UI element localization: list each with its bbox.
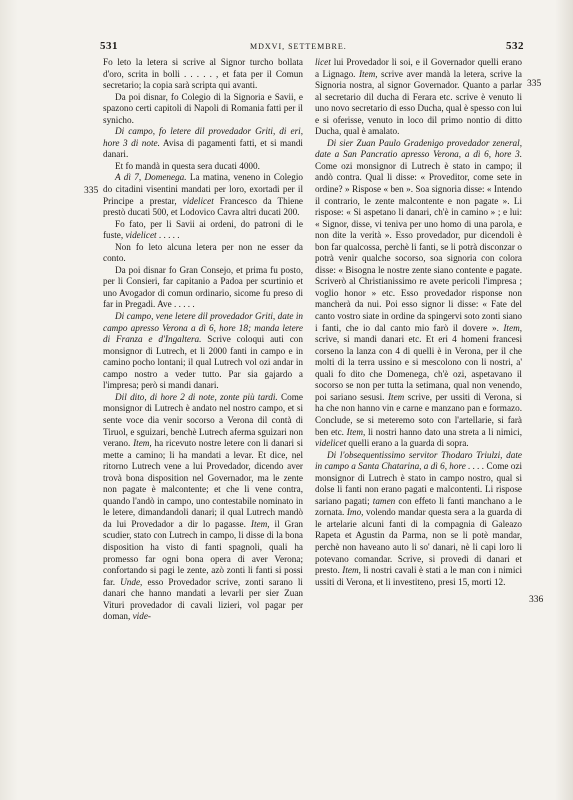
text-span: Scrive coloqui auti con monsignor di Lutrech, et li 2000 fanti in campo e in camino pocho lontani; il qual Lutrech vol ozi andar in campo nostro a veder tutto. Par sia gajardo a l'impresa; però si mandi danari.	[103, 334, 303, 391]
text-span: quelli erano a la guarda di sopra.	[346, 438, 469, 449]
text-span: Come ozi monsignor di Lutrech è stato in campo; il andò contra. Qual li disse: « Proveditor, come sete in ordine? » Rispose « ben ». Soa signoria disse: « Intendo il contrario, le zente malcontente e non pagate ». Li rispose: « Si aspetano li danari, ch'è in camino » ; e lui: « Signor, disse, vi teniva per uno homo di una parola, e non dite la verità ». Esso provedador, pur dicendoli è bon far qualcossa, perchè li fanti, se li potrà disconzar o potrà venir qualche socorso, soa signoria con colora disse: « Bisogna le nostre zente siano contente e pagate. Scriverò al Christianissimo re avete pericoli l'impresa ; voglio honor » etc. Esso provedador risponse non mancherà da nui. Poi esso signor li disse: « Fate del canto vostro siate in ordine da spingervi soto zonti siano i fanti, che io dal canto mio farò il dovere ».	[315, 160, 522, 333]
text-span: scrive, si mandi danari etc. Et eri 4 homeni francesi corseno la lanza con 4 di quelli è in Verona, per il che molti di la terra ussino e si mescolono con li nostri, a' quali fo dito che Domenega, ch'è ozi, aspetavano il socorso se non per tutta la setimana, qual non venendo, poi sariano sesusi.	[315, 334, 522, 402]
italic-span: Di campo, fo letere dil provedador Griti, di eri, hore 3 di note.	[103, 126, 303, 148]
paragraph	[103, 311, 303, 392]
paragraph: Da poi disnar, fo Colegio di la Signoria e Savii, e spazono certi capitoli di Napoli di Romania fatti per il synicho.	[103, 91, 303, 125]
paragraph: Et fo mandà in questa sera ducati 4000.	[115, 160, 260, 171]
text-span: Avisa di pagamenti fatti, et si mandi danari.	[103, 137, 303, 160]
italic-span: Di sier Zuan Paulo Gradenigo provedador zeneral, date a San Pancratio apresso Verona, a dì 6, hore 3.	[315, 137, 522, 160]
italic-span: tamen	[372, 495, 396, 506]
text-span: scrive aver mandà la letera, scrive la Signoria nostra, al signor Governador. Quanto a parlar al secretario dil ducha di Ferara etc. scrive è venuto li uno novo secretario di esso Ducha, qual è spesso con lui e si oferisse, venuto in loco dil primo nontio di ditto Ducha, qual è amalato.	[315, 68, 522, 137]
text-span: La matina, veneno in Colegio do citadini visentini mandati per loro, exortadi per il Principe a prestar,	[103, 172, 303, 206]
text-span: lui Provedador li soi, e il Governador quelli erano a Lignago.	[315, 57, 522, 79]
text-span: Come ozi monsignor di Lutrech è stato in campo nostro, qual si dolse li fanti non erano pagati e malcontenti. Li rispose sariano pagati;	[315, 461, 522, 506]
page-number-right: 532	[506, 40, 524, 52]
text-span: Fo fato, per li Savii ai ordeni, do patroni di le fuste,	[103, 218, 303, 241]
italic-span: Item,	[250, 518, 270, 529]
margin-number-right-bottom: 336	[529, 595, 544, 605]
text-span: esso Provedador scrive, zonti sarano li danari che hanno mandati a levarli per sier Zuan Vituri provedador di cavali lizieri, vol pagar per doman,	[103, 576, 303, 622]
italic-span: Item,	[342, 565, 361, 576]
page-header	[100, 40, 524, 56]
paragraph: Non fo leto alcuna letera per non ne esser da conto.	[103, 241, 303, 264]
italic-span: Imo,	[346, 507, 364, 518]
text-span: il Gran scudier, stato con Lutrech in campo, li disse di la bona disposition ha visto di fanti spagnoli, quali ha promesso far ogni bona opera di aver Verona; confortando si pagi le zente, azò zonti li fanti si possi far.	[103, 518, 303, 587]
italic-span: Di campo, vene letere dil provedador Griti, date in campo apresso Verona a dì 6, hore 18; manda letere di Franza e d'Ingaltera.	[103, 311, 303, 345]
italic-span: videlicet	[315, 438, 347, 449]
italic-span: A dì 7, Domenega.	[115, 172, 187, 183]
margin-number-right-top: 335	[527, 79, 542, 89]
page-number-left: 531	[100, 40, 118, 52]
italic-span: licet	[315, 57, 331, 67]
right-column	[315, 57, 522, 588]
italic-span: Item,	[346, 426, 366, 437]
paragraph: Da poi disnar fo Gran Consejo, et prima fu posto, per li Consieri, far capitanio a Padoa per scurtinio et uno Avogador di comun ordinario, sicome fu preso di far in Pregadi. Ave . . . . .	[103, 264, 303, 310]
italic-span: Dil dito, di hore 2 di note, zonte più tardi.	[115, 391, 278, 402]
paragraph	[315, 138, 522, 450]
paragraph	[315, 450, 522, 589]
italic-span: Di l'obsequentissimo servitor Thodaro Triulzi, date in campo a Santa Chatarina, a dì 6, hore . . . .	[315, 449, 522, 472]
text-span: . . . . .	[156, 230, 180, 241]
text-span: con effeto li fanti manchano a le zornata.	[315, 495, 522, 518]
running-title: MDXVI, SETTEMBRE.	[250, 42, 347, 51]
paragraph	[103, 126, 303, 161]
margin-number-left: 335	[84, 186, 99, 196]
text-span: scrive, per ussiti di Verona, si ha che non hanno vin e carne e manzano pan e formazo. Conclude, se si meteremo soto con l'artellarie, si farà ben etc.	[315, 391, 522, 437]
left-column	[103, 57, 303, 623]
text-span: li nostri hanno dato una streta a li nimici,	[365, 426, 522, 437]
italic-span: videlicet	[182, 195, 214, 206]
paragraph	[103, 219, 303, 242]
italic-span: Item	[387, 391, 405, 402]
text-span: ha ricevuto nostre letere con li danari si mette a camino; li ha mandati a levar. Et dice, nel ritorno Lutrech vene a lui Provedador, dicendo aver trovà bona disposition nel Governador, ma le zente non pagate è malcontente; et che li vene contra, quando l'andò in campo, uno contestabile nominato in le letere, dimandandoli danari; il qual Lutrech mandò da lui Provedador a dir lo pagasse.	[103, 438, 304, 529]
italic-span: videlicet	[125, 230, 157, 241]
paragraph	[103, 172, 303, 218]
text-span: li nostri cavali è stati a le man con i nimici ussiti di Verona, et li investiteno, presi 15, morti 12.	[315, 565, 522, 587]
paragraph: Fo leto la letera si scrive al Signor turcho bollata d'oro, scrita in bolli . . . . . , et fata per il Comun secretario; la copia sarà scripta qui avanti.	[103, 57, 303, 91]
italic-span: Unde,	[120, 576, 143, 587]
text-span: volendo mandar questa sera a la guarda di le artelarie alcuni fanti di la compagnia di Galeazo Rapeta et Agustin da Parma, non se li potè mandar, perchè non haveano auto li so' danari, nè li capi loro li potevano comandar. Scrive, si provedi di danari et presto.	[315, 507, 522, 576]
italic-span: Item,	[503, 322, 522, 333]
italic-span: vide-	[132, 611, 151, 622]
italic-span: Item,	[358, 68, 378, 79]
italic-span: Item,	[133, 438, 152, 449]
text-span: Francesco da Thiene prestò ducati 500, et Lodovico Cavra altri ducati 200.	[103, 195, 303, 218]
paragraph	[315, 57, 522, 138]
text-span: Come monsignor di Lutrech è andato nel nostro campo, et si sente voce dia venir socorso a Verona dil contà di Tiruol, e sguizari, benchè Lutrech aferma sguizari non verano.	[103, 391, 303, 449]
paragraph	[103, 392, 303, 623]
